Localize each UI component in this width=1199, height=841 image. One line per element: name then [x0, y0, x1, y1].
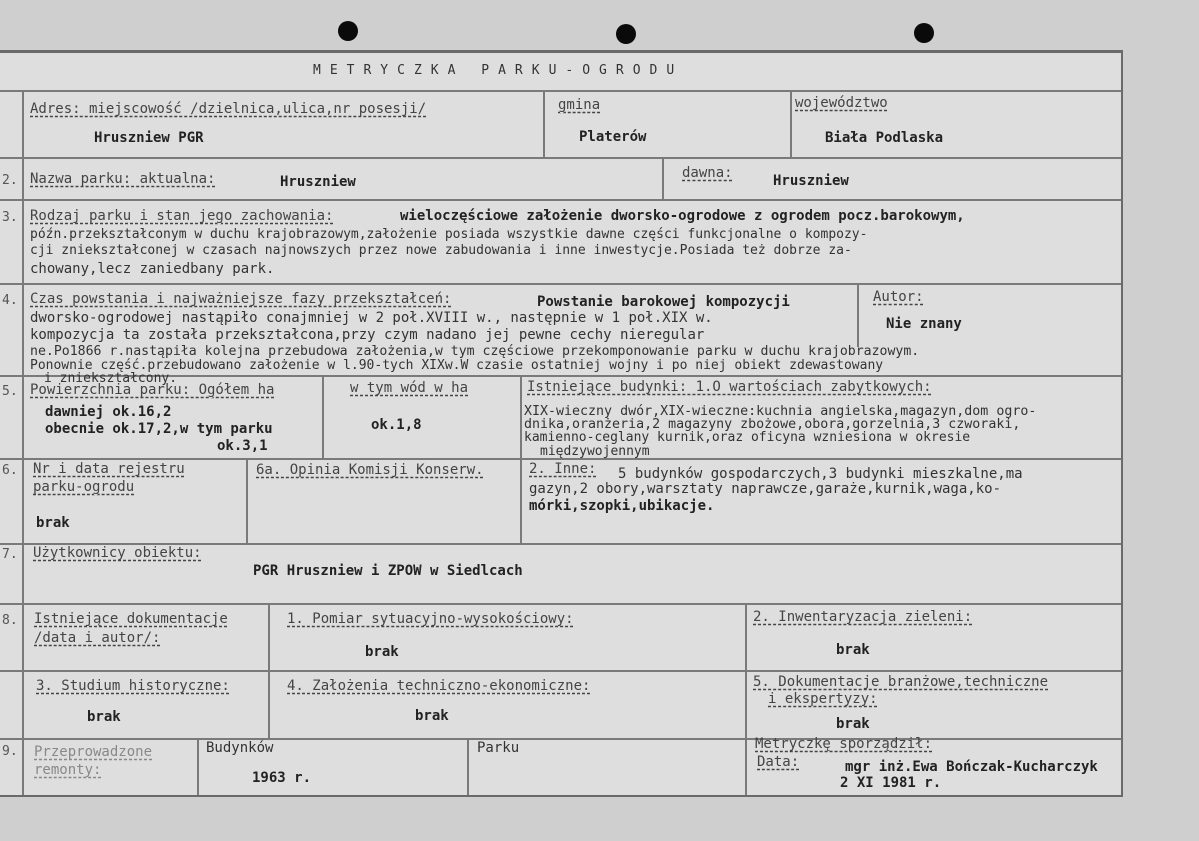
green-inventory-value: brak — [836, 642, 870, 658]
conservation-opinion-label: 6a. Opinia Komisji Konserw. — [256, 462, 484, 478]
other-buildings-label: 2. Inne: — [529, 461, 597, 477]
date-label: Data: — [757, 754, 800, 770]
renovations-park-label: Parku — [477, 740, 520, 756]
prepared-by-label: Metryczkę sporządził: — [755, 736, 933, 752]
park-type-line: późn.przekształconym w duchu krajobrazowym,założenie posiada wszystkie dawne części funkcjonalne o kompozy- — [30, 227, 868, 242]
users-value: PGR Hruszniew i ZPOW w Siedlcach — [253, 563, 523, 579]
historical-study-value: brak — [87, 709, 121, 725]
buildings-line: międzywojennym — [540, 444, 650, 459]
author-value: Nie znany — [886, 316, 962, 332]
tech-econ-value: brak — [415, 708, 449, 724]
area-value: ok.3,1 — [217, 438, 268, 454]
author-label: Autor: — [873, 289, 924, 305]
buildings-line: kamienno-ceglany kurnik,oraz oficyna wzniesiona w okresie — [524, 430, 971, 445]
punch-hole-icon — [338, 21, 358, 41]
park-type-line: wieloczęściowe założenie dworsko-ogrodowe z ogrodem pocz.barokowym, — [400, 208, 965, 224]
section-number: 2. — [2, 173, 18, 188]
water-value: ok.1,8 — [371, 417, 422, 433]
history-label: Czas powstania i najważniejsze fazy przekształceń: — [30, 291, 452, 307]
tech-econ-label: 4. Założenia techniczno-ekonomiczne: — [287, 678, 591, 694]
water-label: w tym wód w ha — [350, 380, 469, 396]
history-line: dworsko-ogrodowej nastąpiło conajmniej w 2 poł.XVIII w., następnie w 1 poł.XIX w. — [30, 310, 713, 326]
branch-docs-label: i ekspertyzy: — [768, 691, 878, 707]
history-line: kompozycja ta została przekształcona,przy czym nadano jej pewne cechy nieregular — [30, 327, 705, 343]
branch-docs-label: 5. Dokumentacje branżowe,techniczne — [753, 674, 1049, 690]
address-label: Adres: miejscowość /dzielnica,ulica,nr posesji/ — [30, 101, 427, 117]
section-number: 8. — [2, 613, 18, 628]
section-number: 5. — [2, 384, 18, 399]
section-number: 9. — [2, 744, 18, 759]
register-label: parku-ogrodu — [33, 479, 135, 495]
area-label: Powierzchnia parku: Ogółem ha — [30, 382, 275, 398]
buildings-label: Istniejące budynki: 1.O wartościach zabytkowych: — [527, 379, 932, 395]
other-buildings-line: gazyn,2 obory,warsztaty naprawcze,garaże,kurnik,waga,ko- — [529, 481, 1002, 497]
users-label: Użytkownicy obiektu: — [33, 545, 202, 561]
area-value: obecnie ok.17,2,w tym parku — [45, 421, 273, 437]
park-type-label: Rodzaj parku i stan jego zachowania: — [30, 208, 334, 224]
docs-label: /data i autor/: — [34, 630, 161, 646]
survey-label: 1. Pomiar sytuacyjno-wysokościowy: — [287, 611, 574, 627]
section-number: 7. — [2, 547, 18, 562]
form-title: METRYCZKA PARKU-OGRODU — [313, 63, 684, 78]
section-number: 6. — [2, 463, 18, 478]
section-number: 4. — [2, 293, 18, 308]
section-number: 3. — [2, 210, 18, 225]
register-value: brak — [36, 515, 70, 531]
buildings-line: XIX-wieczny dwór,XIX-wieczne:kuchnia angielska,magazyn,dom ogro- — [524, 404, 1037, 419]
history-line: i zniekształcony. — [44, 371, 178, 386]
park-name-label: Nazwa parku: aktualna: — [30, 171, 216, 187]
park-name-former: Hruszniew — [773, 173, 849, 189]
preparation-date: 2 XI 1981 r. — [840, 775, 942, 791]
renovations-label: remonty: — [34, 762, 102, 778]
history-line: Powstanie barokowej kompozycji — [537, 294, 790, 310]
voivodeship-label: województwo — [795, 95, 888, 111]
voivodeship-value: Biała Podlaska — [825, 130, 944, 146]
branch-docs-value: brak — [836, 716, 870, 732]
historical-study-label: 3. Studium historyczne: — [36, 678, 230, 694]
history-line: Ponownie część.przebudowano założenie w l.90-tych XIXw.W czasie ostatniej wojny i po niej obiekt zdewastowany — [30, 358, 884, 373]
buildings-line: dnika,oranżeria,2 magazyny zbożowe,obora,gorzelnia,3 czworaki, — [524, 417, 1021, 432]
other-buildings-line: mórki,szopki,ubikacje. — [529, 498, 715, 514]
register-label: Nr i data rejestru — [33, 461, 185, 477]
renovations-buildings-value: 1963 r. — [252, 770, 312, 786]
gmina-value: Platerów — [579, 129, 647, 145]
docs-label: Istniejące dokumentacje — [34, 611, 228, 627]
history-line: ne.Po1866 r.nastąpiła kolejna przebudowa założenia,w tym częściowe przekomponowanie parku w duchu krajobrazowym. — [30, 344, 920, 359]
other-buildings-line: 5 budynków gospodarczych,3 budynki mieszkalne,ma — [618, 466, 1023, 482]
address-value: Hruszniew PGR — [94, 130, 204, 146]
park-name-current: Hruszniew — [280, 174, 356, 190]
survey-value: brak — [365, 644, 399, 660]
punch-hole-icon — [616, 24, 636, 44]
green-inventory-label: 2. Inwentaryzacja zieleni: — [753, 609, 973, 625]
park-type-line: chowany,lecz zaniedbany park. — [30, 261, 275, 277]
park-type-line: cji zniekształconej w czasach najnowszych przez nowe zabudowania i inne inwestycje.Posiada też dobrze za- — [30, 243, 852, 258]
renovations-buildings-label: Budynków — [206, 740, 274, 756]
park-name-former-label: dawna: — [682, 165, 733, 181]
area-value: dawniej ok.16,2 — [45, 404, 172, 420]
punch-hole-icon — [914, 23, 934, 43]
renovations-label: Przeprowadzone — [34, 744, 153, 760]
preparer-name: mgr inż.Ewa Bończak-Kucharczyk — [845, 759, 1098, 775]
gmina-label: gmina — [558, 97, 601, 113]
